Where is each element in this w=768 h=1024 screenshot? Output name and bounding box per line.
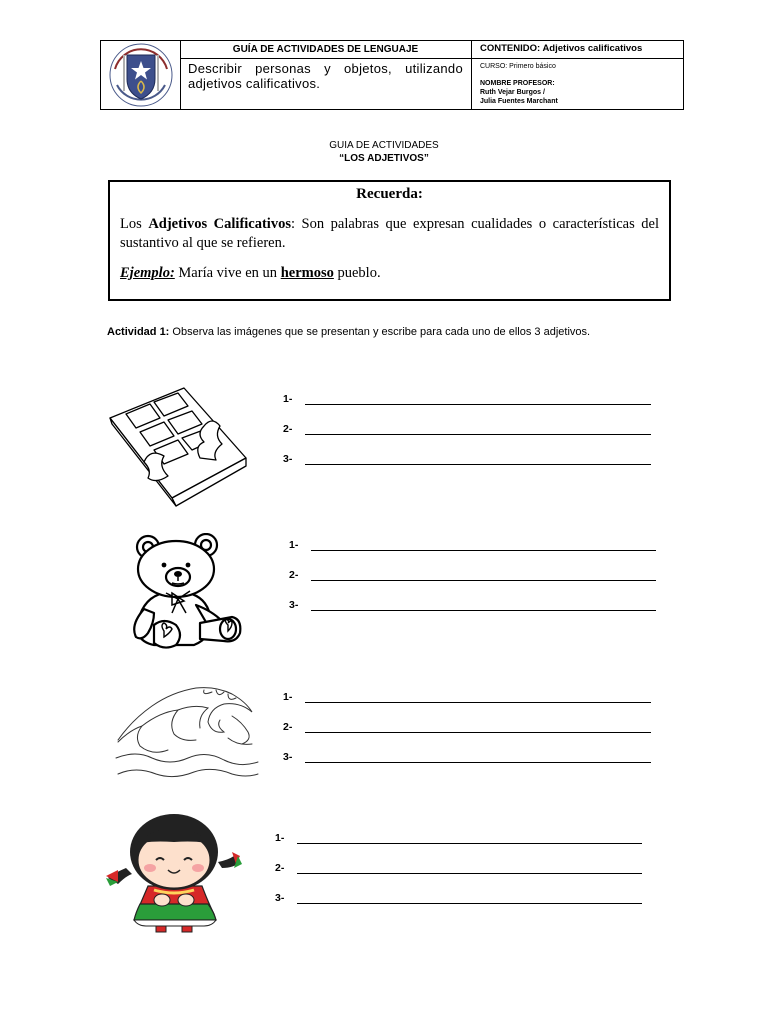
- teacher-name-1: Ruth Vejar Burgos /: [480, 89, 545, 96]
- answer-line[interactable]: [311, 599, 656, 611]
- answer-row: [283, 393, 651, 405]
- answer-row: [283, 751, 651, 763]
- answer-row: [283, 691, 651, 703]
- definition-text: [120, 215, 659, 253]
- wave-image: [112, 680, 262, 789]
- course-teacher-cell: [472, 59, 683, 109]
- definition-prefix: Los: [120, 216, 149, 232]
- answer-line[interactable]: [311, 569, 656, 581]
- teacher-name-2: Julia Fuentes Marchant: [480, 98, 558, 105]
- header-table: [100, 40, 684, 110]
- activity-label: Actividad 1:: [107, 326, 170, 338]
- chocolate-bar-image: [108, 386, 248, 513]
- answer-row: [289, 569, 656, 581]
- example-text: [120, 264, 659, 283]
- activity-text: Observa las imágenes que se presentan y escribe para cada uno de ellos 3 adjetivos.: [169, 326, 591, 338]
- reminder-heading: Recuerda:: [356, 186, 423, 202]
- answer-line[interactable]: [305, 453, 651, 465]
- answer-row: [275, 832, 642, 844]
- answer-line[interactable]: [305, 423, 651, 435]
- answer-line[interactable]: [297, 892, 642, 904]
- content-label: CONTENIDO: Adjetivos calificativos: [472, 41, 683, 59]
- answer-line[interactable]: [305, 691, 651, 703]
- guide-title: GUÍA DE ACTIVIDADES DE LENGUAJE: [180, 41, 472, 59]
- example-label: Ejemplo:: [120, 265, 175, 281]
- answer-number: 2-: [289, 569, 299, 581]
- answer-number: 2-: [275, 862, 285, 874]
- answer-number: 1-: [283, 393, 293, 405]
- answer-row: [289, 599, 656, 611]
- answer-row: [275, 862, 642, 874]
- answer-number: 1-: [275, 832, 285, 844]
- answer-number: 3-: [289, 599, 299, 611]
- answer-line[interactable]: [305, 393, 651, 405]
- answer-number: 3-: [275, 892, 285, 904]
- example-after: pueblo.: [333, 265, 381, 281]
- definition-term: Adjetivos Calificativos: [148, 216, 291, 232]
- answer-number: 2-: [283, 721, 293, 733]
- answer-number: 2-: [283, 423, 293, 435]
- answer-row: [283, 453, 651, 465]
- example-word: hermoso: [280, 265, 334, 281]
- answer-number: 3-: [283, 751, 293, 763]
- answer-line[interactable]: [297, 832, 642, 844]
- girl-image: [104, 812, 244, 939]
- answer-line[interactable]: [305, 751, 651, 763]
- example-before: María vive en un: [174, 265, 281, 281]
- page-title: GUIA DE ACTIVIDADES: [329, 140, 439, 151]
- answer-row: [275, 892, 642, 904]
- answer-number: 3-: [283, 453, 293, 465]
- definition-body: : Son palabras que expresan cualidades o características del sustantivo al que se refieren.: [120, 216, 660, 251]
- answer-row: [283, 721, 651, 733]
- teddy-bear-image: [124, 533, 248, 656]
- answer-row: [283, 423, 651, 435]
- answer-line[interactable]: [297, 862, 642, 874]
- answer-line[interactable]: [311, 539, 656, 551]
- answer-row: [289, 539, 656, 551]
- teacher-label: NOMBRE PROFESOR:: [480, 80, 555, 87]
- objective-text: Describir personas y objetos, utilizando adjetivos calificativos.: [180, 59, 472, 109]
- answer-number: 1-: [283, 691, 293, 703]
- school-logo: [101, 41, 180, 109]
- reminder-box: [108, 180, 671, 301]
- activity-instruction: [107, 324, 660, 341]
- answer-number: 1-: [289, 539, 299, 551]
- answer-line[interactable]: [305, 721, 651, 733]
- course-label: CURSO: Primero básico: [480, 63, 556, 70]
- school-logo-cell: [101, 41, 181, 109]
- page-subtitle: “LOS ADJETIVOS”: [339, 153, 429, 164]
